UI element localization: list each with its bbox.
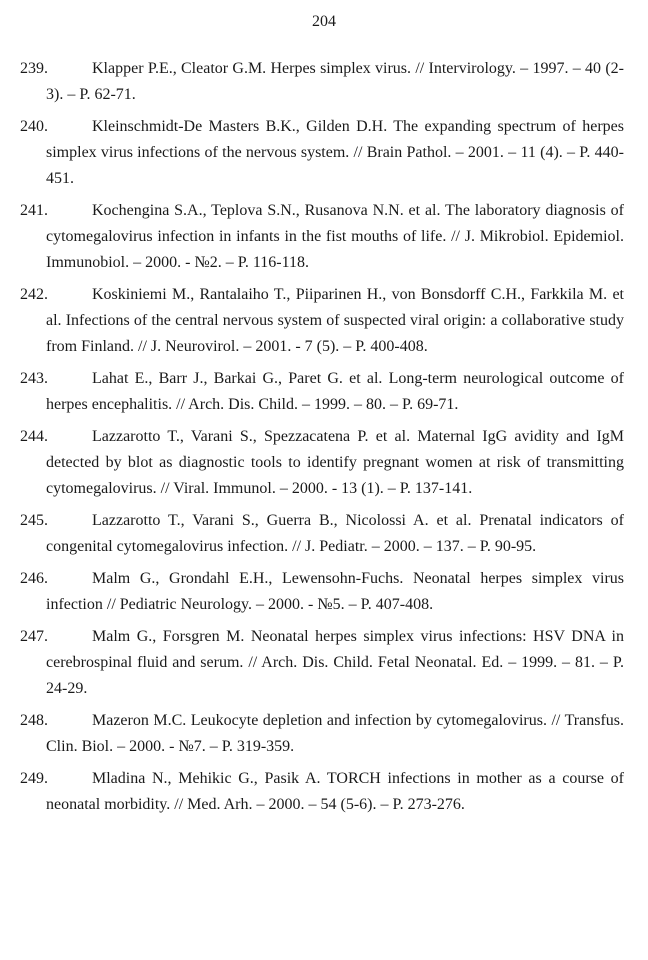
- page-number: 204: [312, 13, 336, 30]
- reference-number: 246.: [20, 570, 48, 587]
- reference-list: [0, 56, 648, 824]
- reference-item: [20, 508, 624, 560]
- reference-number: 241.: [20, 202, 48, 219]
- reference-number: 242.: [20, 286, 48, 303]
- reference-number: 247.: [20, 628, 48, 645]
- reference-item: [20, 708, 624, 760]
- reference-item: [20, 56, 624, 108]
- reference-number: 248.: [20, 712, 48, 729]
- reference-number: 249.: [20, 770, 48, 787]
- reference-item: [20, 766, 624, 818]
- reference-item: [20, 282, 624, 360]
- reference-item: [20, 424, 624, 502]
- reference-item: [20, 366, 624, 418]
- reference-text: Mladina N., Mehikic G., Pasik A. TORCH infections in mother as a course of neonatal morbidity. // Med. Arh. – 2000. – 54 (5-6). – P. 273-276.: [46, 770, 624, 813]
- reference-number: 243.: [20, 370, 48, 387]
- reference-text: Malm G., Forsgren M. Neonatal herpes simplex virus infections: HSV DNA in cerebrospinal fluid and serum. // Arch. Dis. Child. Fetal Neonatal. Ed. – 1999. – 81. – P. 24-29.: [46, 628, 624, 697]
- reference-text: Mazeron M.C. Leukocyte depletion and infection by cytomegalovirus. // Transfus. Clin. Biol. – 2000. - №7. – P. 319-359.: [46, 712, 624, 755]
- reference-text: Kleinschmidt-De Masters B.K., Gilden D.H. The expanding spectrum of herpes simplex virus infections of the nervous system. // Brain Pathol. – 2001. – 11 (4). – P. 440-451.: [46, 118, 624, 187]
- reference-text: Kochengina S.A., Teplova S.N., Rusanova N.N. et al. The laboratory diagnosis of cytomegalovirus infection in infants in the fist mouths of life. // J. Mikrobiol. Epidemiol. Immunobiol. – 2000. - №2. – P. 116-118.: [46, 202, 624, 271]
- reference-number: 240.: [20, 118, 48, 135]
- reference-text: Lazzarotto T., Varani S., Guerra B., Nicolossi A. et al. Prenatal indicators of congenital cytomegalovirus infection. // J. Pediatr. – 2000. – 137. – P. 90-95.: [46, 512, 624, 555]
- reference-item: [20, 114, 624, 192]
- reference-number: 244.: [20, 428, 48, 445]
- reference-number: 245.: [20, 512, 48, 529]
- reference-item: [20, 624, 624, 702]
- reference-text: Klapper P.E., Cleator G.M. Herpes simplex virus. // Intervirology. – 1997. – 40 (2-3). – P. 62-71.: [46, 60, 624, 103]
- reference-text: Lahat E., Barr J., Barkai G., Paret G. et al. Long-term neurological outcome of herpes encephalitis. // Arch. Dis. Child. – 1999. – 80. – P. 69-71.: [46, 370, 624, 413]
- reference-number: 239.: [20, 60, 48, 77]
- reference-text: Koskiniemi M., Rantalaiho T., Piiparinen H., von Bonsdorff C.H., Farkkila M. et al. Infections of the central nervous system of suspected viral origin: a collaborative study from Finland. // J. Neurovirol. – 2001. - 7 (5). – P. 400-408.: [46, 286, 624, 355]
- reference-text: Lazzarotto T., Varani S., Spezzacatena P. et al. Maternal IgG avidity and IgM detected by blot as diagnostic tools to identify pregnant women at risk of transmitting cytomegalovirus. // Viral. Immunol. – 2000. - 13 (1). – P. 137-141.: [46, 428, 624, 497]
- reference-item: [20, 566, 624, 618]
- reference-text: Malm G., Grondahl E.H., Lewensohn-Fuchs. Neonatal herpes simplex virus infection // Pediatric Neurology. – 2000. - №5. – P. 407-408.: [46, 570, 624, 613]
- reference-item: [20, 198, 624, 276]
